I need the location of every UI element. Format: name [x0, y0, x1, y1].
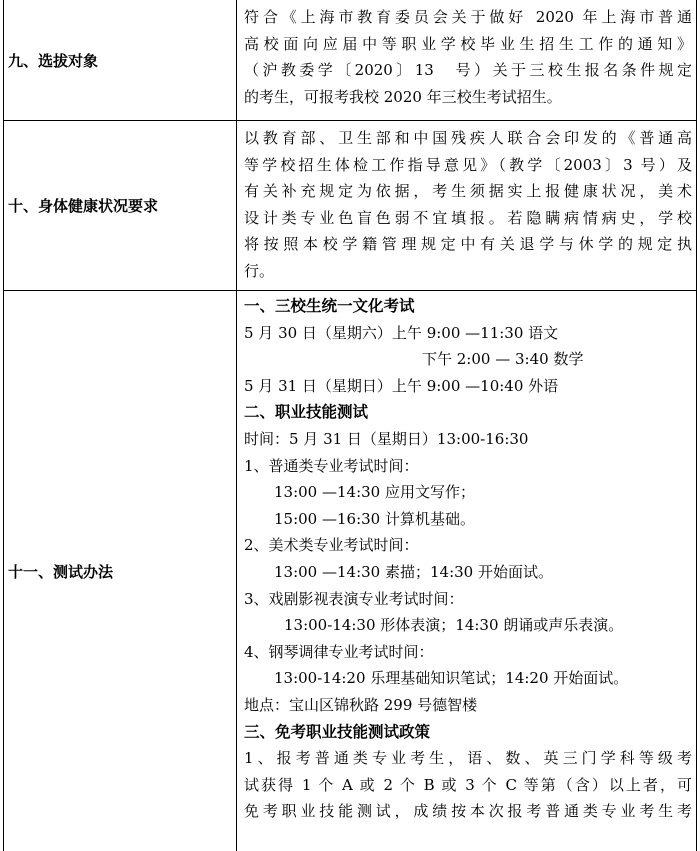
schedule-detail: 15:00 —16:30 计算机基础。 [274, 509, 475, 528]
text-line: 等学校招生体检工作指导意见》（教学〔2003〕3 号）及 [244, 155, 692, 174]
schedule-detail: 13:00-14:20 乐理基础知识笔试；14:20 开始面试。 [274, 669, 629, 688]
exam-schedule-line: 5 月 30 日（星期六）上午 9:00 —11:30 语文 [244, 323, 559, 342]
row-test-methods [4, 291, 696, 851]
location-line: 地点：宝山区锦秋路 299 号德智楼 [244, 695, 478, 714]
row-health-requirements [4, 121, 696, 291]
section-heading: 三、免考职业技能测试政策 [244, 722, 431, 741]
row-content-health-requirements [244, 125, 692, 285]
schedule-detail: 13:00-14:30 形体表演；14:30 朗诵或声乐表演。 [284, 616, 624, 635]
text-line: 符合《上海市教育委员会关于做好 2020 年上海市普通 [244, 8, 692, 26]
text-line: 设计类专业色盲色弱不宜填报。若隐瞒病情病史，学校 [244, 208, 692, 227]
policy-line: 免考职业技能测试，成绩按本次报考普通类专业考生考 [244, 802, 692, 821]
text-line: 高校面向应届中等职业学校毕业生招生工作的通知》 [244, 34, 692, 53]
schedule-detail: 13:00 —14:30 素描；14:30 开始面试。 [274, 562, 553, 581]
text-line: 以教育部、卫生部和中国残疾人联合会印发的《普通高 [244, 129, 692, 147]
column-divider [236, 291, 237, 851]
row-label-selection-target: 九、选拔对象 [8, 51, 99, 70]
row-label-health-requirements: 十、身体健康状况要求 [8, 197, 159, 215]
list-item-title: 4、钢琴调律专业考试时间： [244, 642, 434, 661]
exam-schedule-line: 下午 2:00 — 3:40 数学 [422, 350, 584, 369]
row-label-test-methods: 十一、测试办法 [8, 562, 114, 581]
row-content-selection-target [244, 4, 692, 110]
text-line: （沪教委学〔2020〕13 号）关于三校生报名条件规定 [244, 61, 692, 80]
policy-line: 1、报考普通类专业考生，语、数、英三门学科等级考 [244, 749, 692, 768]
list-item-title: 1、普通类专业考试时间： [244, 456, 419, 475]
row-selection-target [4, 0, 696, 121]
text-line: 有关补充规定为依据，考生须据实上报健康状况，美术 [244, 182, 692, 201]
text-line: 行。 [244, 261, 275, 280]
column-divider [236, 121, 237, 290]
row-content-test-methods [244, 293, 692, 825]
schedule-detail: 13:00 —14:30 应用文写作； [274, 483, 475, 502]
text-line: 将按照本校学籍管理规定中有关退学与休学的规定执 [244, 235, 692, 254]
exam-schedule-line: 5 月 31 日（星期日）上午 9:00 —10:40 外语 [244, 376, 559, 395]
section-heading: 二、职业技能测试 [244, 403, 369, 422]
policy-line: 试获得 1 个 A 或 2 个 B 或 3 个 C 等第（含）以上者，可 [244, 775, 692, 794]
admission-table [3, 0, 697, 851]
section-heading: 一、三校生统一文化考试 [244, 297, 415, 315]
list-item-title: 2、美术类专业考试时间： [244, 536, 419, 555]
list-item-title: 3、戏剧影视表演专业考试时间： [244, 589, 464, 608]
skill-test-time: 时间：5 月 31 日（星期日）13:00-16:30 [244, 429, 529, 448]
column-divider [236, 0, 237, 120]
text-line: 的考生，可报考我校 2020 年三校生考试招生。 [244, 87, 562, 106]
